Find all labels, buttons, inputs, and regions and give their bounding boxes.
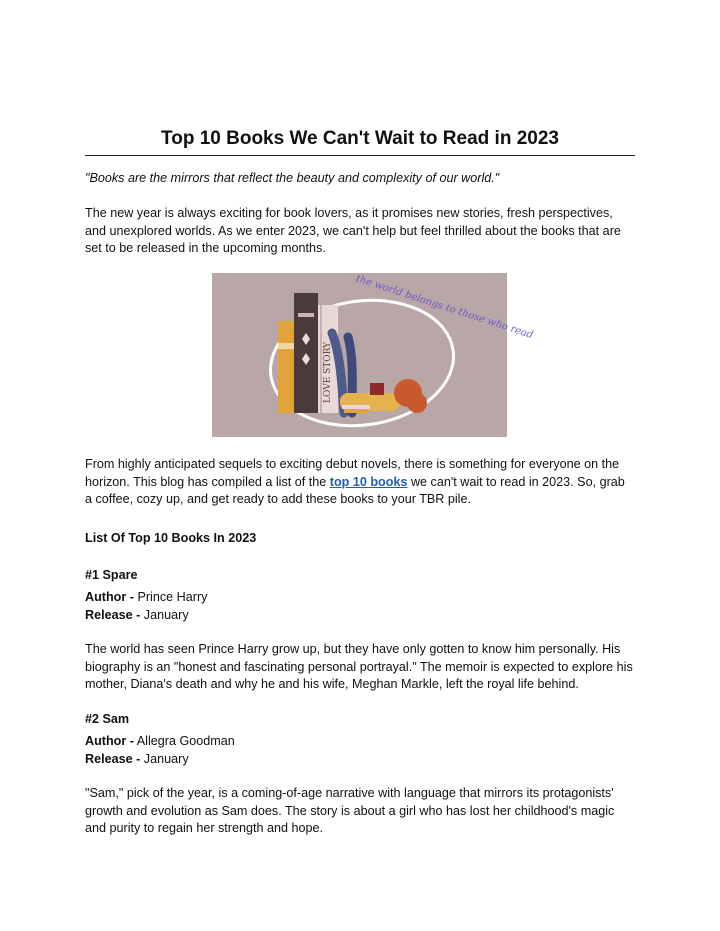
book-1-author-row <box>85 589 635 607</box>
page-title: Top 10 Books We Can't Wait to Read in 2023 <box>161 128 559 149</box>
summary-text-after: we can't wait to read in 2023. So, grab a coffee, cozy up, and get ready to add these books to your TBR pile. <box>85 474 625 507</box>
release-label: Release - <box>85 751 141 766</box>
book-1-release: January <box>140 607 189 622</box>
author-label: Author - <box>85 734 134 748</box>
summary-paragraph <box>85 456 635 509</box>
top-10-books-link[interactable]: top 10 books <box>329 474 408 489</box>
book-1-release-row <box>85 607 635 625</box>
hero-script-text: the world belongs to those who read <box>354 273 535 342</box>
opening-quote: "Books are the mirrors that reflect the beauty and complexity of our world." <box>85 171 500 185</box>
book-1-description: The world has seen Prince Harry grow up, but they have only gotten to know him personally. His biography is an "honest and fascinating personal portrayal." The memoir is expected to explore his mother, Diana's death and why he and his wife, Meghan Markle, left the royal life behind. <box>85 642 633 692</box>
hero-spine-text: LOVE STORY <box>323 341 333 403</box>
title-divider <box>85 155 635 156</box>
book-2-author: Allegra Goodman <box>133 734 235 748</box>
hero-illustration <box>212 273 535 437</box>
intro-paragraph: The new year is always exciting for book lovers, as it promises new stories, fresh perspectives, and unexplored worlds. As we enter 2023, we can't help but feel thrilled about the books that are set to be released in the upcoming months. <box>85 206 621 256</box>
book-2-release: January <box>140 751 189 766</box>
book-2-author-row <box>85 733 635 751</box>
author-label: Author - <box>85 590 134 604</box>
book-2-meta <box>85 733 635 768</box>
book-2-release-row <box>85 751 635 769</box>
book-2-description: "Sam," pick of the year, is a coming-of-age narrative with language that mirrors its protagonists' growth and evolution as Sam does. The story is about a girl who has lost her childhood's magic and purity to regain her strength and hope. <box>85 786 615 836</box>
summary-text-before: From highly anticipated sequels to exciting debut novels, there is something for everyone on the horizon. This blog has compiled a list of the <box>85 457 620 489</box>
list-heading: List Of Top 10 Books In 2023 <box>85 531 257 545</box>
release-label: Release - <box>85 607 141 622</box>
book-1-author: Prince Harry <box>133 590 208 604</box>
book-2-heading: #2 Sam <box>85 712 130 726</box>
book-1-heading: #1 Spare <box>85 568 138 582</box>
book-1-meta <box>85 589 635 624</box>
